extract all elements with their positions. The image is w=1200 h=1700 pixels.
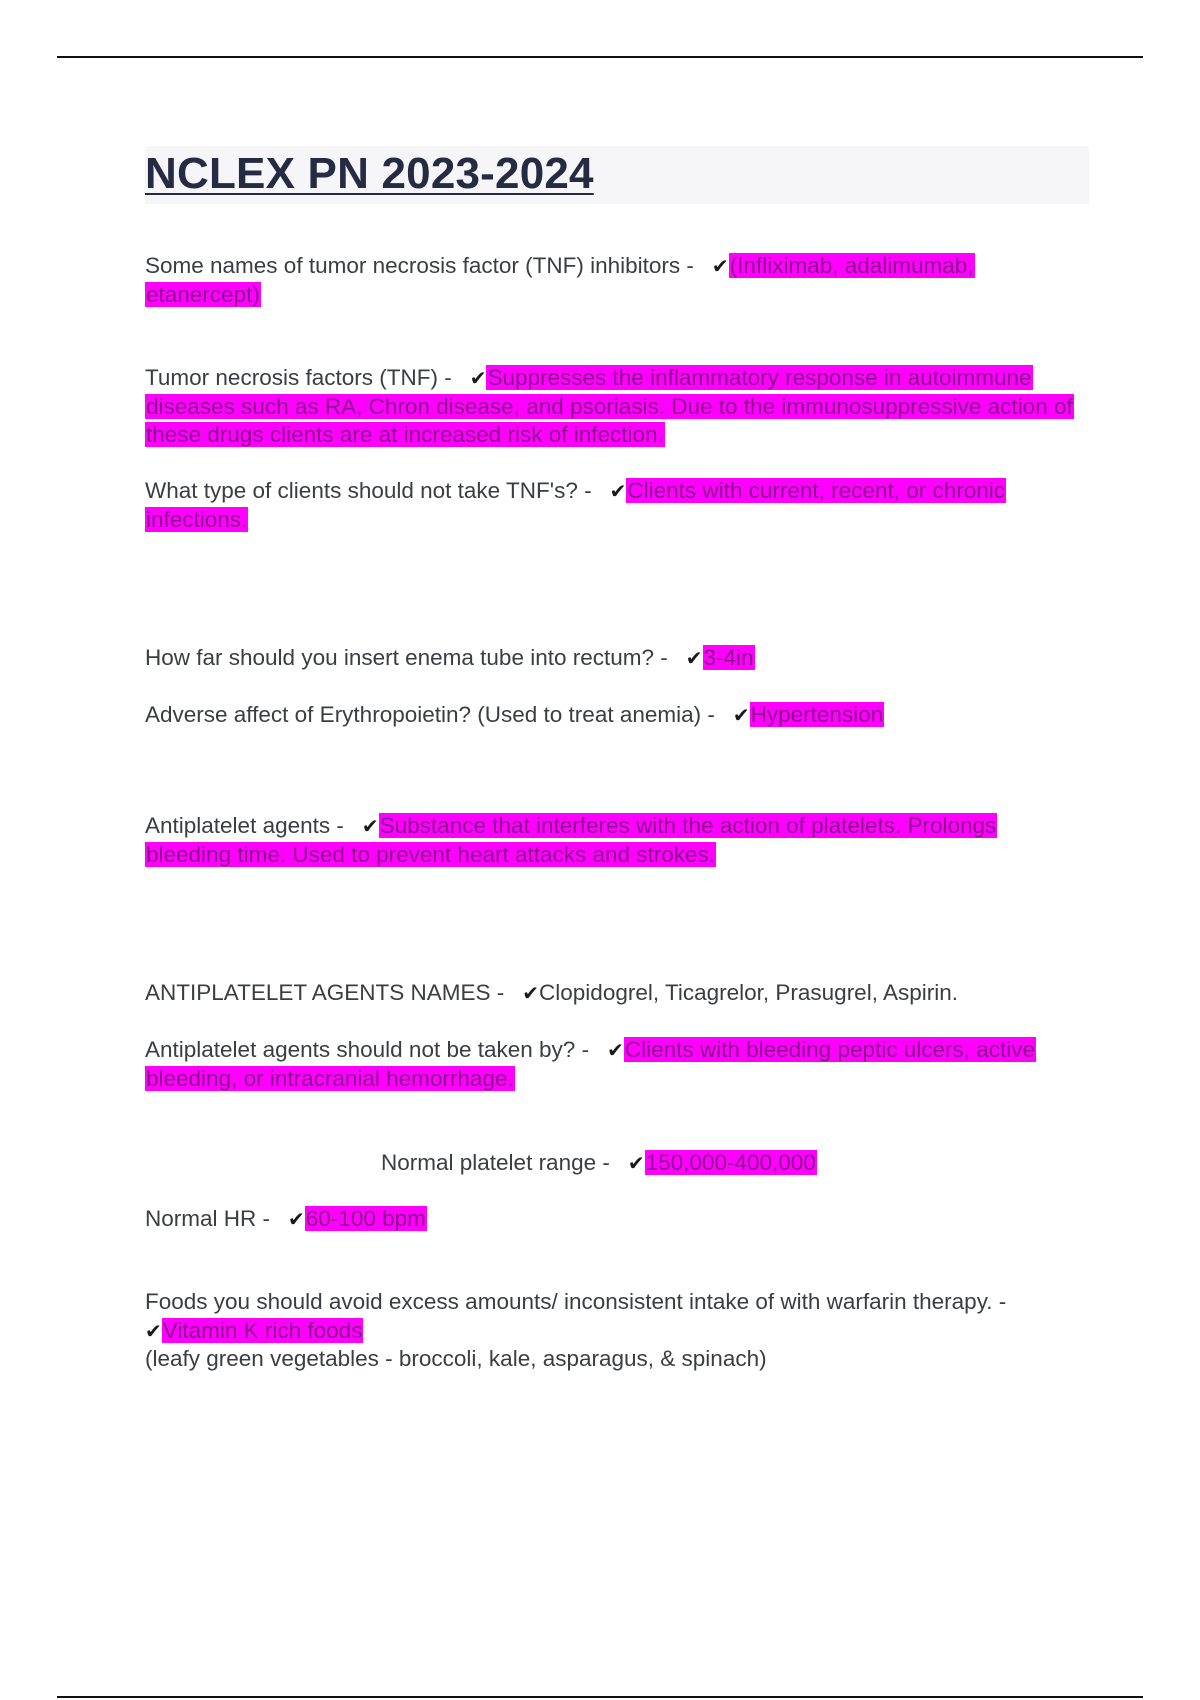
qa-entry-antiplatelet-names (145, 979, 1075, 1008)
answer-highlight: Vitamin K rich foods (162, 1317, 363, 1343)
check-icon: ✔ (609, 479, 627, 503)
qa-entry-tnf (145, 364, 1075, 450)
qa-entry-normal-hr (145, 1205, 1075, 1234)
question-text: Tumor necrosis factors (TNF) - (145, 365, 452, 390)
qa-entry-tnf-inhibitors (145, 252, 1075, 309)
question-text: Foods you should avoid excess amounts/ inconsistent intake of with warfarin therapy. - (145, 1289, 1007, 1314)
qa-entry-warfarin-foods (145, 1288, 1075, 1374)
answer-text: Clopidogrel, Ticagrelor, Prasugrel, Aspirin. (539, 980, 958, 1005)
answer-highlight: Hypertension (750, 702, 884, 727)
question-text: Normal HR - (145, 1206, 271, 1231)
qa-entry-enema (145, 644, 1075, 673)
check-icon: ✔ (361, 814, 379, 838)
question-text: What type of clients should not take TNF's? - (145, 478, 592, 503)
bottom-rule (57, 1696, 1143, 1698)
check-icon: ✔ (607, 1038, 624, 1062)
answer-highlight: (Infliximab, adalimumab, etanercept) (146, 253, 974, 307)
check-icon: ✔ (685, 646, 703, 670)
qa-entry-antiplatelet-contraindications (145, 1036, 1075, 1093)
question-text: ANTIPLATELET AGENTS NAMES - (145, 980, 505, 1005)
qa-entry-platelet-range (381, 1149, 1081, 1178)
question-text: Antiplatelet agents - (145, 813, 344, 838)
answer-highlight: 150,000-400,000 (645, 1150, 816, 1175)
answer-highlight: Clients with bleeding peptic ulcers, active bleeding, or intracranial hemorrhage. (146, 1037, 1036, 1091)
check-icon: ✔ (469, 366, 487, 390)
answer-note: (leafy green vegetables - broccoli, kale, asparagus, & spinach) (145, 1346, 767, 1371)
check-icon: ✔ (627, 1151, 645, 1175)
page-title: NCLEX PN 2023-2024 (145, 149, 594, 198)
top-rule (57, 56, 1143, 58)
qa-entry-tnf-contraindications (145, 477, 1075, 534)
answer-highlight: 60-100 bpm (305, 1206, 426, 1231)
answer-highlight: 3-4in (703, 645, 754, 670)
check-icon: ✔ (732, 703, 750, 727)
question-text: Adverse affect of Erythropoietin? (Used to treat anemia) - (145, 702, 715, 727)
question-text: Normal platelet range - (381, 1150, 610, 1175)
answer-highlight: Substance that interferes with the action of platelets. Prolongs bleeding time. Used to prevent heart attacks and strokes. (146, 813, 997, 867)
check-icon: ✔ (522, 981, 540, 1005)
check-icon: ✔ (711, 254, 729, 278)
question-text: How far should you insert enema tube into rectum? - (145, 645, 668, 670)
answer-highlight: Suppresses the inflammatory response in autoimmune diseases such as RA, Chron disease, and psoriasis. Due to the immunosuppressive action of these drugs clients are at increased risk of infection. (146, 365, 1073, 447)
check-icon: ✔ (145, 1318, 162, 1343)
qa-entry-erythropoietin (145, 701, 1075, 730)
answer-highlight: Clients with current, recent, or chronic infections. (146, 478, 1006, 532)
check-icon: ✔ (288, 1207, 305, 1231)
question-text: Some names of tumor necrosis factor (TNF) inhibitors - (145, 253, 694, 278)
qa-entry-antiplatelet-agents (145, 812, 1075, 869)
question-text: Antiplatelet agents should not be taken by? - (145, 1037, 590, 1062)
